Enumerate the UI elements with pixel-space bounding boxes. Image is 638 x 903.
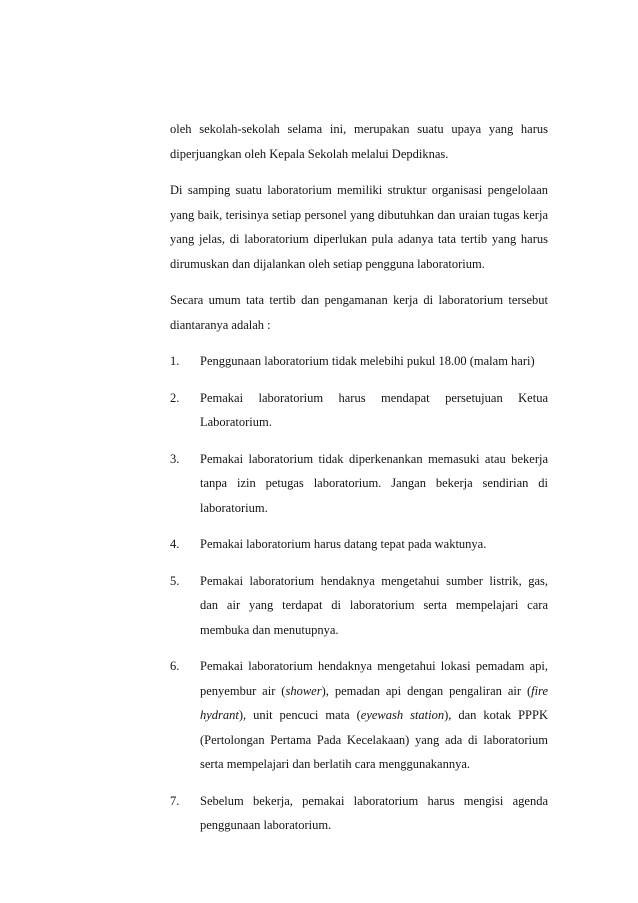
list-item [170,386,548,435]
lab-rules-list [170,349,548,838]
list-item-number: 2. [170,390,180,405]
text-run: Pemakai laboratorium hendaknya mengetahui lokasi pemadam api, penyembur air ( [200,659,548,698]
italic-term-eyewash-station: eyewash station [360,708,445,722]
list-item-number: 6. [170,659,180,673]
list-item-text: Sebelum bekerja, pemakai laboratorium harus mengisi agenda penggunaan laboratorium. [200,793,548,832]
list-item [170,789,548,838]
list-item [170,569,548,643]
paragraph-continuation: oleh sekolah-sekolah selama ini, merupakan suatu upaya yang harus diperjuangkan oleh Kepala Sekolah melalui Depdiknas. [170,122,548,161]
list-item-number: 5. [170,573,180,588]
list-item-number: 1. [170,354,180,368]
list-item [170,447,548,521]
list-item [170,532,548,557]
text-run: ), pemadan api dengan pengaliran air ( [321,683,532,698]
list-item-text: Pemakai laboratorium tidak diperkenankan memasuki atau bekerja tanpa izin petugas laboratorium. Jangan bekerja sendirian di laboratorium. [200,451,548,515]
text-run: ), dan kotak PPPK (Pertolongan Pertama Pada Kecelakaan) yang ada di laboratorium serta mempelajari dan berlatih cara menggunakannya. [200,708,548,771]
list-item-number: 3. [170,451,180,466]
italic-term-shower: shower [285,683,322,698]
page-content [170,117,548,850]
list-item-number: 4. [170,537,180,551]
paragraph-rules-intro: Secara umum tata tertib dan pengamanan kerja di laboratorium tersebut diantaranya adalah : [170,293,548,332]
list-item-text [200,654,548,777]
list-item [170,654,548,777]
list-item-text: Pemakai laboratorium harus datang tepat pada waktunya. [200,537,487,551]
list-item-text: Pemakai laboratorium harus mendapat persetujuan Ketua Laboratorium. [200,390,548,429]
list-item-number: 7. [170,793,180,808]
list-item-text: Pemakai laboratorium hendaknya mengetahui sumber listrik, gas, dan air yang terdapat di laboratorium serta mempelajari cara membuka dan menutupnya. [200,573,548,637]
paragraph-lab-organization: Di samping suatu laboratorium memiliki struktur organisasi pengelolaan yang baik, terisinya setiap personel yang dibutuhkan dan uraian tugas kerja yang jelas, di laboratorium diperlukan pula adanya tata tertib yang harus dirumuskan dan dijalankan oleh setiap pengguna laboratorium. [170,183,548,271]
list-item [170,349,548,374]
italic-term-fire-hydrant: fire hydrant [200,683,549,722]
list-item-text: Penggunaan laboratorium tidak melebihi pukul 18.00 (malam hari) [200,354,535,368]
text-run: ), unit pencuci mata ( [238,708,361,722]
